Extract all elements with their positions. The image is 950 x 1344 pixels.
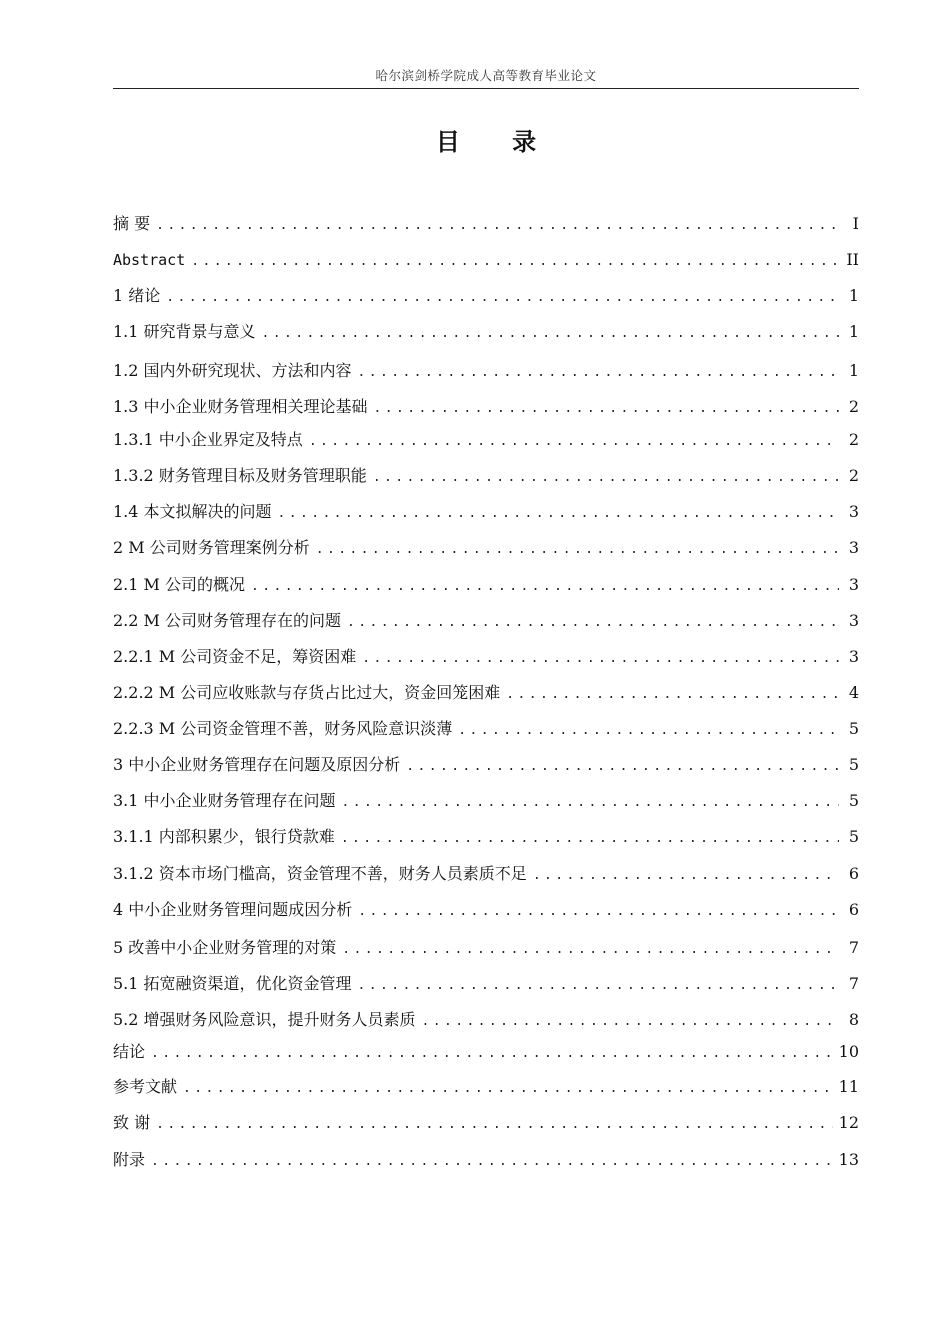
toc-entry-references[interactable] (113, 1075, 859, 1099)
toc-dot-leader (358, 974, 839, 998)
toc-entry-1[interactable] (113, 284, 859, 308)
toc-dot-leader (358, 900, 839, 924)
toc-entry-abstract-en[interactable] (113, 248, 859, 272)
toc-entry-page: 5 (848, 827, 859, 846)
toc-entry-label: 2.1 M 公司的概况 (113, 575, 246, 594)
toc-entry-label: 1.1 研究背景与意义 (113, 322, 256, 341)
toc-entry-label: 1 绪论 (113, 286, 161, 305)
toc-entry-label: Abstract (113, 251, 186, 269)
toc-entry-5-2[interactable] (113, 1008, 859, 1032)
toc-dot-leader (506, 683, 839, 707)
toc-entry-label: 3 中小企业财务管理存在问题及原因分析 (113, 755, 401, 774)
toc-entry-label: 附录 (113, 1150, 146, 1169)
toc-entry-page: 3 (848, 611, 859, 630)
toc-entry-label: 1.2 国内外研究现状、方法和内容 (113, 361, 352, 380)
toc-entry-label: 2.2.3 M 公司资金管理不善，财务风险意识淡薄 (113, 719, 453, 738)
toc-entry-page: 2 (848, 397, 859, 416)
toc-entry-label: 5.2 增强财务风险意识，提升财务人员素质 (113, 1010, 416, 1029)
toc-entry-page: I (852, 214, 859, 233)
toc-entry-acknowledgements[interactable] (113, 1111, 859, 1135)
toc-dot-leader (316, 538, 839, 562)
toc-entry-2-2-3[interactable] (113, 717, 859, 741)
toc-entry-page: 3 (848, 575, 859, 594)
toc-entry-page: 1 (848, 286, 859, 305)
toc-dot-leader (262, 322, 839, 346)
toc-entry-2-2-2[interactable] (113, 681, 859, 705)
toc-entry-page: 2 (848, 430, 859, 449)
toc-entry-page: 2 (848, 466, 859, 485)
toc-entry-page: 13 (838, 1150, 859, 1169)
page-title: 目 录 (435, 127, 559, 156)
toc-dot-leader (156, 1113, 833, 1137)
toc-entry-page: 6 (848, 864, 859, 883)
toc-dot-leader (374, 397, 839, 421)
toc-entry-label: 摘 要 (113, 214, 151, 233)
toc-entry-page: 11 (838, 1077, 859, 1096)
toc-entry-2-1[interactable] (113, 573, 859, 597)
toc-entry-page: 4 (848, 683, 859, 702)
toc-entry-page: 3 (848, 647, 859, 666)
toc-entry-2-2-1[interactable] (113, 645, 859, 669)
toc-entry-1-1[interactable] (113, 320, 859, 344)
toc-dot-leader (342, 791, 839, 815)
toc-dot-leader (166, 286, 839, 310)
toc-entry-page: 3 (848, 502, 859, 521)
toc-entry-page: 1 (848, 361, 859, 380)
toc-dot-leader (458, 719, 839, 743)
toc-entry-2-2[interactable] (113, 609, 859, 633)
toc-dot-leader (362, 647, 839, 671)
toc-entry-label: 4 中小企业财务管理问题成因分析 (113, 900, 353, 919)
toc-entry-5[interactable] (113, 936, 859, 960)
toc-entry-3-1[interactable] (113, 789, 859, 813)
toc-entry-page: 8 (848, 1010, 859, 1029)
toc-dot-leader (278, 502, 839, 526)
toc-dot-leader (191, 250, 839, 274)
toc-entry-2[interactable] (113, 536, 859, 560)
page-header: 哈尔滨剑桥学院成人高等教育毕业论文 (375, 68, 597, 83)
toc-dot-leader (151, 1042, 833, 1066)
toc-entry-abstract-cn[interactable] (113, 212, 859, 236)
toc-entry-label: 5 改善中小企业财务管理的对策 (113, 938, 337, 957)
toc-entry-label: 3.1 中小企业财务管理存在问题 (113, 791, 336, 810)
toc-entry-label: 3.1.1 内部积累少，银行贷款难 (113, 827, 335, 846)
toc-entry-1-4[interactable] (113, 500, 859, 524)
toc-entry-label: 2.2 M 公司财务管理存在的问题 (113, 611, 342, 630)
toc-entry-3-1-2[interactable] (113, 862, 859, 886)
toc-entry-1-3[interactable] (113, 395, 859, 419)
toc-entry-page: 5 (848, 755, 859, 774)
toc-dot-leader (251, 575, 839, 599)
toc-entry-3-1-1[interactable] (113, 825, 859, 849)
toc-entry-label: 1.3.2 财务管理目标及财务管理职能 (113, 466, 367, 485)
toc-entry-page: 5 (848, 791, 859, 810)
toc-entry-conclusion[interactable] (113, 1040, 859, 1064)
toc-entry-label: 2 M 公司财务管理案例分析 (113, 538, 310, 557)
toc-dot-leader (358, 361, 839, 385)
toc-entry-appendix[interactable] (113, 1148, 859, 1172)
toc-entry-page: 1 (848, 322, 859, 341)
toc-entry-page: 6 (848, 900, 859, 919)
toc-entry-1-3-2[interactable] (113, 464, 859, 488)
toc-dot-leader (406, 755, 839, 779)
toc-entry-label: 3.1.2 资本市场门槛高，资金管理不善，财务人员素质不足 (113, 864, 527, 883)
toc-entry-1-3-1[interactable] (113, 428, 859, 452)
toc-entry-label: 结论 (113, 1042, 146, 1061)
toc-entry-page: 7 (848, 938, 859, 957)
toc-dot-leader (373, 466, 839, 490)
toc-entry-page: 7 (848, 974, 859, 993)
table-of-contents (113, 0, 859, 1344)
toc-entry-label: 致 谢 (113, 1113, 151, 1132)
toc-entry-label: 1.3.1 中小企业界定及特点 (113, 430, 303, 449)
toc-dot-leader (151, 1150, 833, 1174)
toc-entry-1-2[interactable] (113, 359, 859, 383)
toc-dot-leader (342, 938, 839, 962)
toc-entry-page: 12 (838, 1113, 859, 1132)
toc-dot-leader (422, 1010, 839, 1034)
toc-entry-label: 1.3 中小企业财务管理相关理论基础 (113, 397, 368, 416)
toc-entry-page: II (846, 250, 859, 269)
toc-entry-5-1[interactable] (113, 972, 859, 996)
toc-dot-leader (156, 214, 839, 238)
toc-entry-page: 5 (848, 719, 859, 738)
toc-entry-page: 3 (848, 538, 859, 557)
toc-entry-label: 2.2.1 M 公司资金不足，筹资困难 (113, 647, 357, 666)
toc-entry-label: 2.2.2 M 公司应收账款与存货占比过大，资金回笼困难 (113, 683, 501, 702)
toc-entry-4[interactable] (113, 898, 859, 922)
toc-entry-3[interactable] (113, 753, 859, 777)
toc-dot-leader (183, 1077, 833, 1101)
toc-dot-leader (309, 430, 839, 454)
toc-entry-label: 参考文献 (113, 1077, 178, 1096)
toc-dot-leader (347, 611, 839, 635)
toc-dot-leader (533, 864, 839, 888)
toc-entry-label: 5.1 拓宽融资渠道，优化资金管理 (113, 974, 352, 993)
toc-dot-leader (341, 827, 839, 851)
toc-entry-label: 1.4 本文拟解决的问题 (113, 502, 272, 521)
toc-entry-page: 10 (838, 1042, 859, 1061)
